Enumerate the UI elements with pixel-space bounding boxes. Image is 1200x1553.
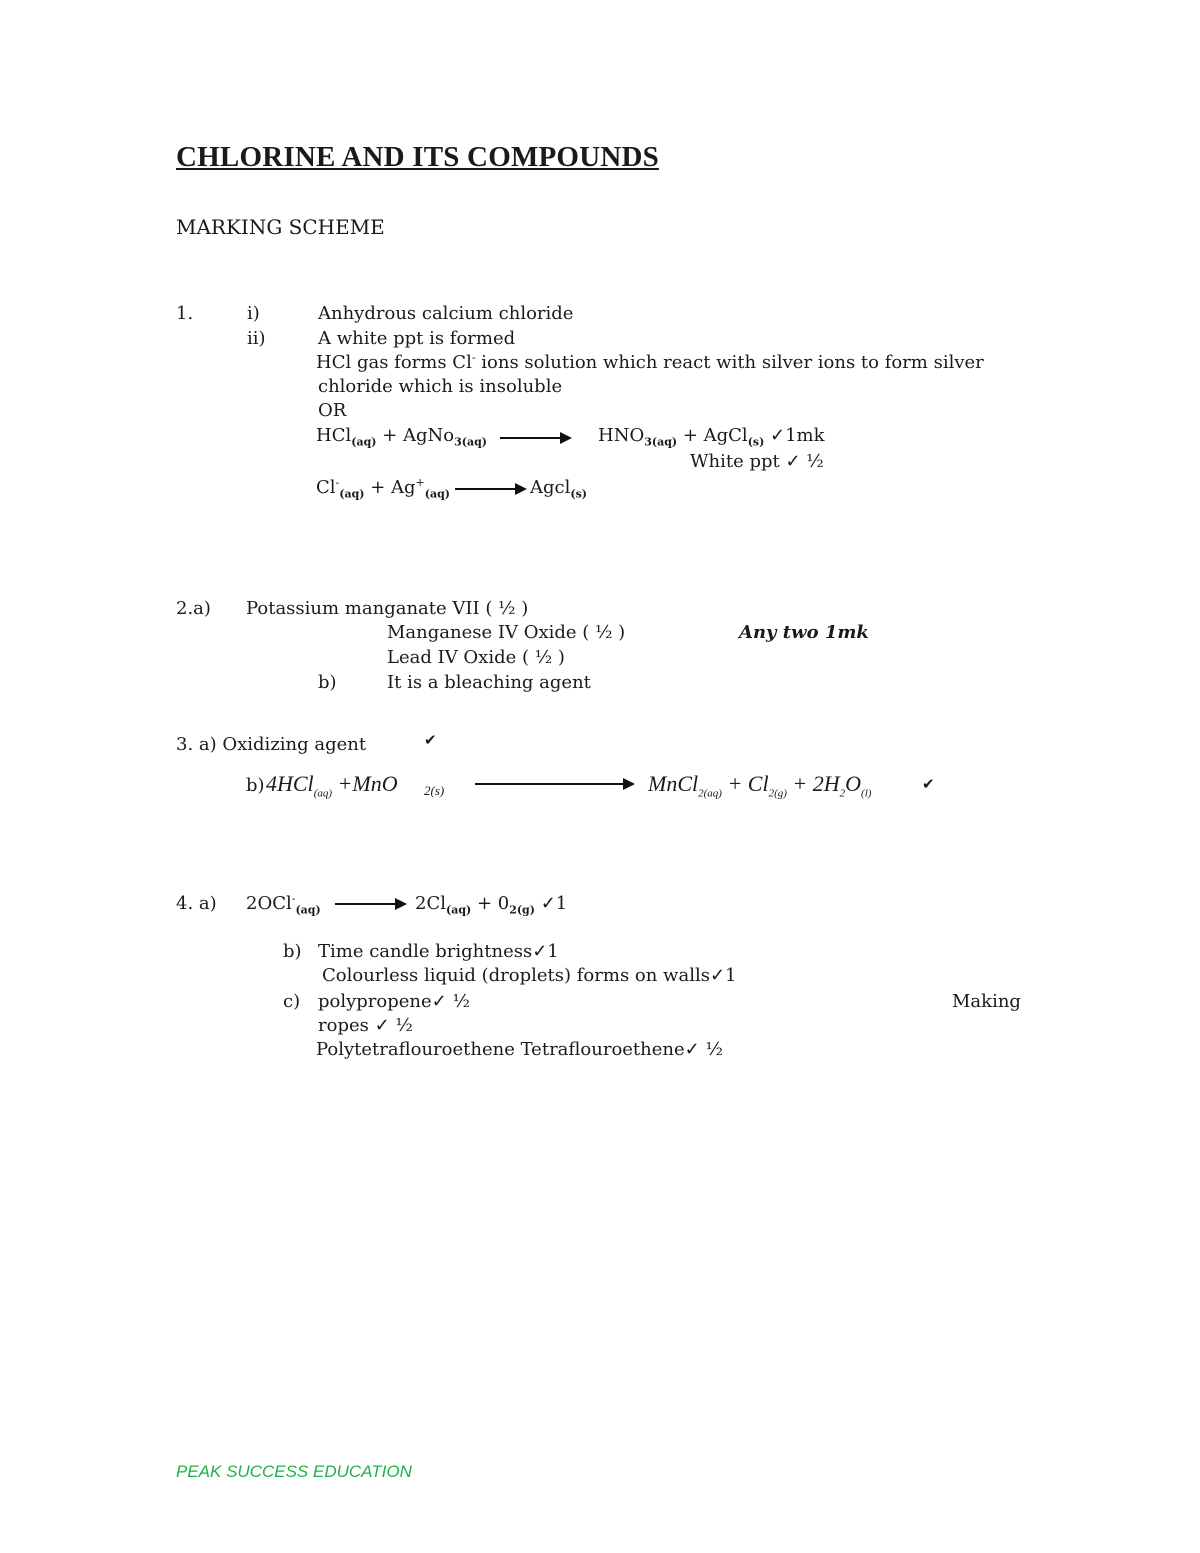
q1-ii-label: ii) [247, 328, 266, 349]
q3-eq-left-sub: 2(s) [424, 783, 445, 798]
q1-eq1-arrow [500, 437, 570, 439]
q4-b-label: b) [283, 941, 302, 962]
q3-eq-check-icon: ✔ [922, 775, 935, 793]
q3-eq-arrow [475, 783, 633, 785]
q1-white-ppt: White ppt ✓ ½ [690, 451, 824, 472]
q2-line2: Manganese IV Oxide ( ½ ) [387, 622, 626, 643]
q2-b-text: It is a bleaching agent [387, 672, 591, 693]
q3-b-label: b) [246, 775, 265, 796]
q2-any-two: Any two 1mk [739, 622, 869, 643]
q4-c-line1: polypropene✓ ½ [318, 991, 470, 1012]
q4-c-label: c) [283, 991, 301, 1012]
q2-number: 2.a) [176, 598, 211, 619]
q2-line1: Potassium manganate VII ( ½ ) [246, 598, 529, 619]
q3-a-line: 3. a) Oxidizing agent [176, 734, 367, 755]
q1-eq2-right: Agcl$_{(s)}$ [530, 477, 587, 501]
q1-ii-text: A white ppt is formed [318, 328, 516, 349]
q1-eq1-left: HCl$_{(aq)}$ + AgNo$_{3(aq)}$ [316, 425, 487, 449]
q4-eq-arrow [335, 903, 405, 905]
q1-explanation-line2: chloride which is insoluble [318, 376, 563, 397]
q2-line3: Lead IV Oxide ( ½ ) [387, 647, 565, 668]
q3-eq-right: MnCl$_{2(aq)}$ + $Cl_{2(g)} + 2H_2O_{(l)}$ [648, 771, 872, 800]
q4-eq-left: 2OCl-$_{(aq)}$ [246, 892, 321, 917]
q1-i-text: Anhydrous calcium chloride [318, 303, 574, 324]
q4-a-label: 4. a) [176, 893, 217, 914]
page-title: CHLORINE AND ITS COMPOUNDS [176, 141, 659, 173]
q1-i-label: i) [247, 303, 260, 324]
q4-b-line1: Time candle brightness✓1 [318, 941, 559, 962]
q1-eq2-left: $Cl^-_{(aq)} + Ag^+_{(aq)}$ [316, 476, 450, 501]
q1-number: 1. [176, 303, 194, 324]
q2-b-label: b) [318, 672, 337, 693]
q1-or: OR [318, 400, 347, 421]
q1-eq2-arrow [455, 488, 525, 490]
footer-brand: PEAK SUCCESS EDUCATION [176, 1462, 412, 1481]
q4-eq-right: $2Cl_{(aq)} + 0_{2(g)}$ ✓1 [415, 893, 568, 917]
q4-c-line2: ropes ✓ ½ [318, 1015, 413, 1036]
q3-a-check-icon: ✔ [424, 731, 437, 749]
q4-b-line2: Colourless liquid (droplets) forms on walls✓1 [322, 965, 737, 986]
q1-explanation-line1: HCl gas forms Cl- ions solution which react with silver ions to form silver [316, 351, 984, 373]
q4-c-making: Making [952, 991, 1021, 1012]
page-subtitle: MARKING SCHEME [176, 215, 385, 239]
q1-eq1-right: $HNO_{3(aq)}$ + AgCl$_{(s)}$ ✓1mk [598, 425, 825, 449]
q3-eq-left: 4HCl$_{(aq)}$ +MnO [266, 771, 398, 800]
q4-c-line3: Polytetraflouroethene Tetraflouroethene✓ ½ [316, 1039, 723, 1060]
